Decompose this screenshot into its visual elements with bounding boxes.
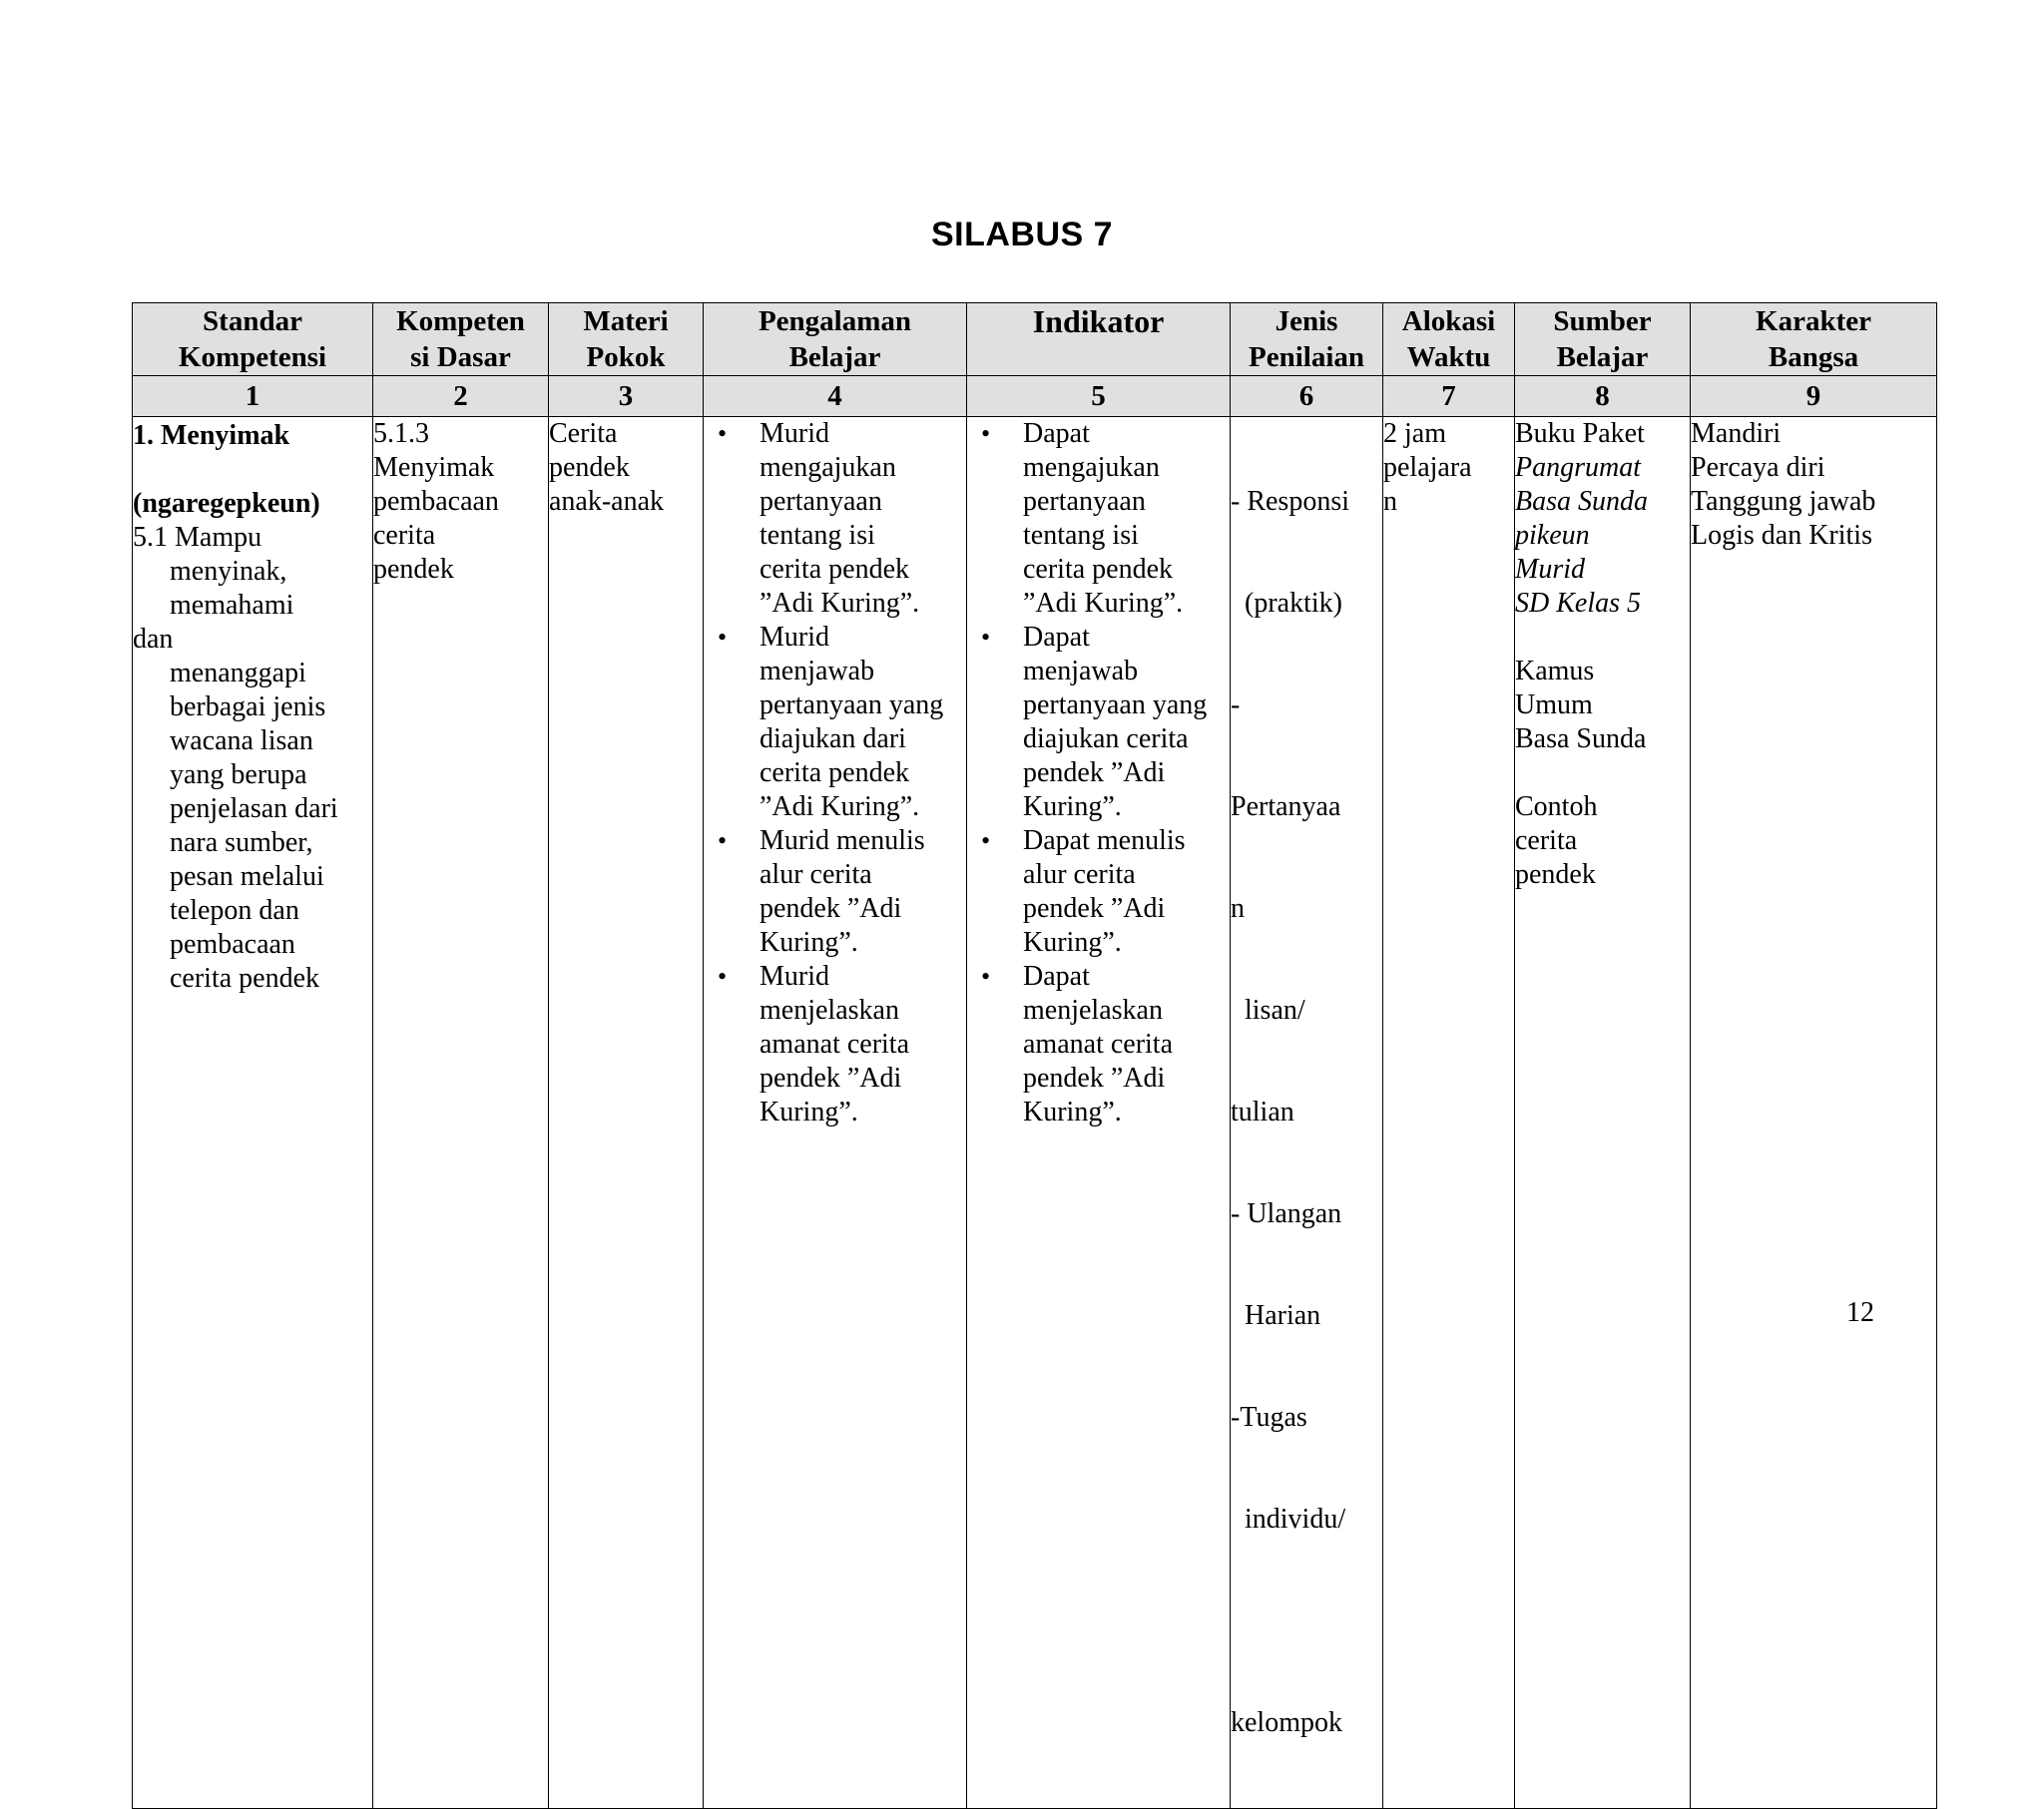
column-number: 5 [967, 376, 1231, 417]
cell-sumber-belajar [1515, 417, 1691, 1809]
standar-line: 5.1 Mampu [133, 522, 262, 553]
penilaian-line: lisan/ [1231, 995, 1305, 1026]
kompetensi-line: pendek [373, 554, 454, 585]
list-item: • Murid menulis alur cerita pendek ”Adi Kuring”. [704, 824, 966, 960]
standar-line: cerita pendek [170, 963, 320, 994]
cell-jenis-penilaian [1231, 417, 1383, 1809]
column-number: 3 [549, 376, 704, 417]
penilaian-line: -Tugas [1231, 1402, 1307, 1433]
sumber-line: Murid [1515, 554, 1585, 585]
header-indikator: Indikator [967, 303, 1231, 376]
materi-line: anak-anak [549, 486, 665, 517]
list-item: • Murid menjelaskan amanat cerita pendek ”Adi Kuring”. [704, 960, 966, 1130]
list-item: • Dapat menjawab pertanyaan yang diajukan cerita pendek ”Adi Kuring”. [967, 621, 1230, 824]
penilaian-line: - Ulangan [1231, 1198, 1342, 1229]
penilaian-line: individu/ [1231, 1504, 1346, 1535]
standar-line: telepon dan [170, 895, 299, 926]
page-title: SILABUS 7 [930, 216, 1114, 253]
header-kompetensi-dasar: Kompeten si Dasar [373, 303, 549, 376]
list-item: • Dapat menjelaskan amanat cerita pendek ”Adi Kuring”. [967, 960, 1230, 1130]
sumber-line: Buku Paket [1515, 418, 1645, 449]
list-item: • Dapat mengajukan pertanyaan tentang isi cerita pendek ”Adi Kuring”. [967, 417, 1230, 621]
kompetensi-line: 5.1.3 [373, 418, 429, 449]
materi-line: pendek [549, 452, 630, 483]
penilaian-line: Pertanyaa [1231, 791, 1341, 822]
list-item: • Murid menjawab pertanyaan yang diajukan dari cerita pendek ”Adi Kuring”. [704, 621, 966, 824]
materi-line: Cerita [549, 418, 618, 449]
cell-pengalaman-belajar [704, 417, 967, 1809]
karakter-line: Mandiri [1691, 418, 1782, 449]
kompetensi-line: pembacaan [373, 486, 499, 517]
column-number: 8 [1515, 376, 1691, 417]
alokasi-line: n [1383, 486, 1397, 517]
penilaian-line: (praktik) [1231, 588, 1342, 619]
standar-line: pesan melalui [170, 861, 324, 892]
karakter-line: Tanggung jawab [1691, 486, 1876, 517]
indikator-list [967, 417, 1230, 1130]
penilaian-line: tulian [1231, 1097, 1294, 1128]
header-karakter-bangsa: Karakter Bangsa [1691, 303, 1937, 376]
sumber-line: SD Kelas 5 [1515, 588, 1641, 619]
karakter-line: Percaya diri [1691, 452, 1825, 483]
cell-standar-kompetensi [133, 417, 373, 1809]
penilaian-line: - [1231, 689, 1241, 720]
header-jenis-penilaian: Jenis Penilaian [1231, 303, 1383, 376]
penilaian-line: Harian [1231, 1300, 1321, 1331]
sumber-line: cerita [1515, 825, 1578, 856]
column-number: 7 [1383, 376, 1515, 417]
standar-line: memahami [170, 590, 294, 621]
cell-materi-pokok [549, 417, 704, 1809]
header-sumber-belajar: Sumber Belajar [1515, 303, 1691, 376]
alokasi-line: 2 jam [1383, 418, 1446, 449]
alokasi-line: pelajara [1383, 452, 1472, 483]
header-materi-pokok: Materi Pokok [549, 303, 704, 376]
page-number: 12 [1846, 1297, 1874, 1328]
column-number: 6 [1231, 376, 1383, 417]
karakter-line: Logis dan Kritis [1691, 520, 1872, 551]
standar-line: yang berupa [170, 759, 307, 790]
sumber-line: pikeun [1515, 520, 1590, 551]
standar-line: berbagai jenis [170, 691, 326, 722]
header-standar-kompetensi: Standar Kompetensi [133, 303, 373, 376]
standar-line: menanggapi [170, 658, 306, 688]
header-pengalaman-belajar: Pengalaman Belajar [704, 303, 967, 376]
syllabus-table [132, 302, 1937, 1809]
penilaian-line: n [1231, 893, 1245, 924]
list-item: • Dapat menulis alur cerita pendek ”Adi Kuring”. [967, 824, 1230, 960]
standar-heading: 1. Menyimak [133, 420, 290, 451]
sumber-line: Pangrumat [1515, 452, 1641, 483]
cell-indikator [967, 417, 1231, 1809]
header-row [133, 303, 1937, 376]
column-number: 4 [704, 376, 967, 417]
column-number: 1 [133, 376, 373, 417]
kompetensi-line: cerita [373, 520, 436, 551]
column-number: 2 [373, 376, 549, 417]
standar-subheading: (ngaregepkeun) [133, 488, 320, 519]
penilaian-line: kelompok [1231, 1707, 1342, 1738]
standar-line: wacana lisan [170, 725, 313, 756]
sumber-line: Kamus [1515, 656, 1595, 686]
penilaian-line: - Responsi [1231, 486, 1349, 517]
column-number-row [133, 376, 1937, 417]
standar-line: penjelasan dari [170, 793, 338, 824]
column-number: 9 [1691, 376, 1937, 417]
pengalaman-list [704, 417, 966, 1130]
sumber-line: pendek [1515, 859, 1596, 890]
list-item: • Murid mengajukan pertanyaan tentang isi cerita pendek ”Adi Kuring”. [704, 417, 966, 621]
kompetensi-line: Menyimak [373, 452, 495, 483]
sumber-line: Basa Sunda [1515, 486, 1648, 517]
sumber-line: Umum [1515, 689, 1593, 720]
sumber-line: Contoh [1515, 791, 1598, 822]
cell-kompetensi-dasar [373, 417, 549, 1809]
content-row [133, 417, 1937, 1809]
standar-line: menyinak, [170, 556, 287, 587]
cell-karakter-bangsa [1691, 417, 1937, 1809]
cell-alokasi-waktu [1383, 417, 1515, 1809]
standar-line: nara sumber, [170, 827, 313, 858]
standar-line: dan [133, 624, 174, 655]
sumber-line: Basa Sunda [1515, 723, 1647, 754]
standar-line: pembacaan [170, 929, 295, 960]
header-alokasi-waktu: Alokasi Waktu [1383, 303, 1515, 376]
